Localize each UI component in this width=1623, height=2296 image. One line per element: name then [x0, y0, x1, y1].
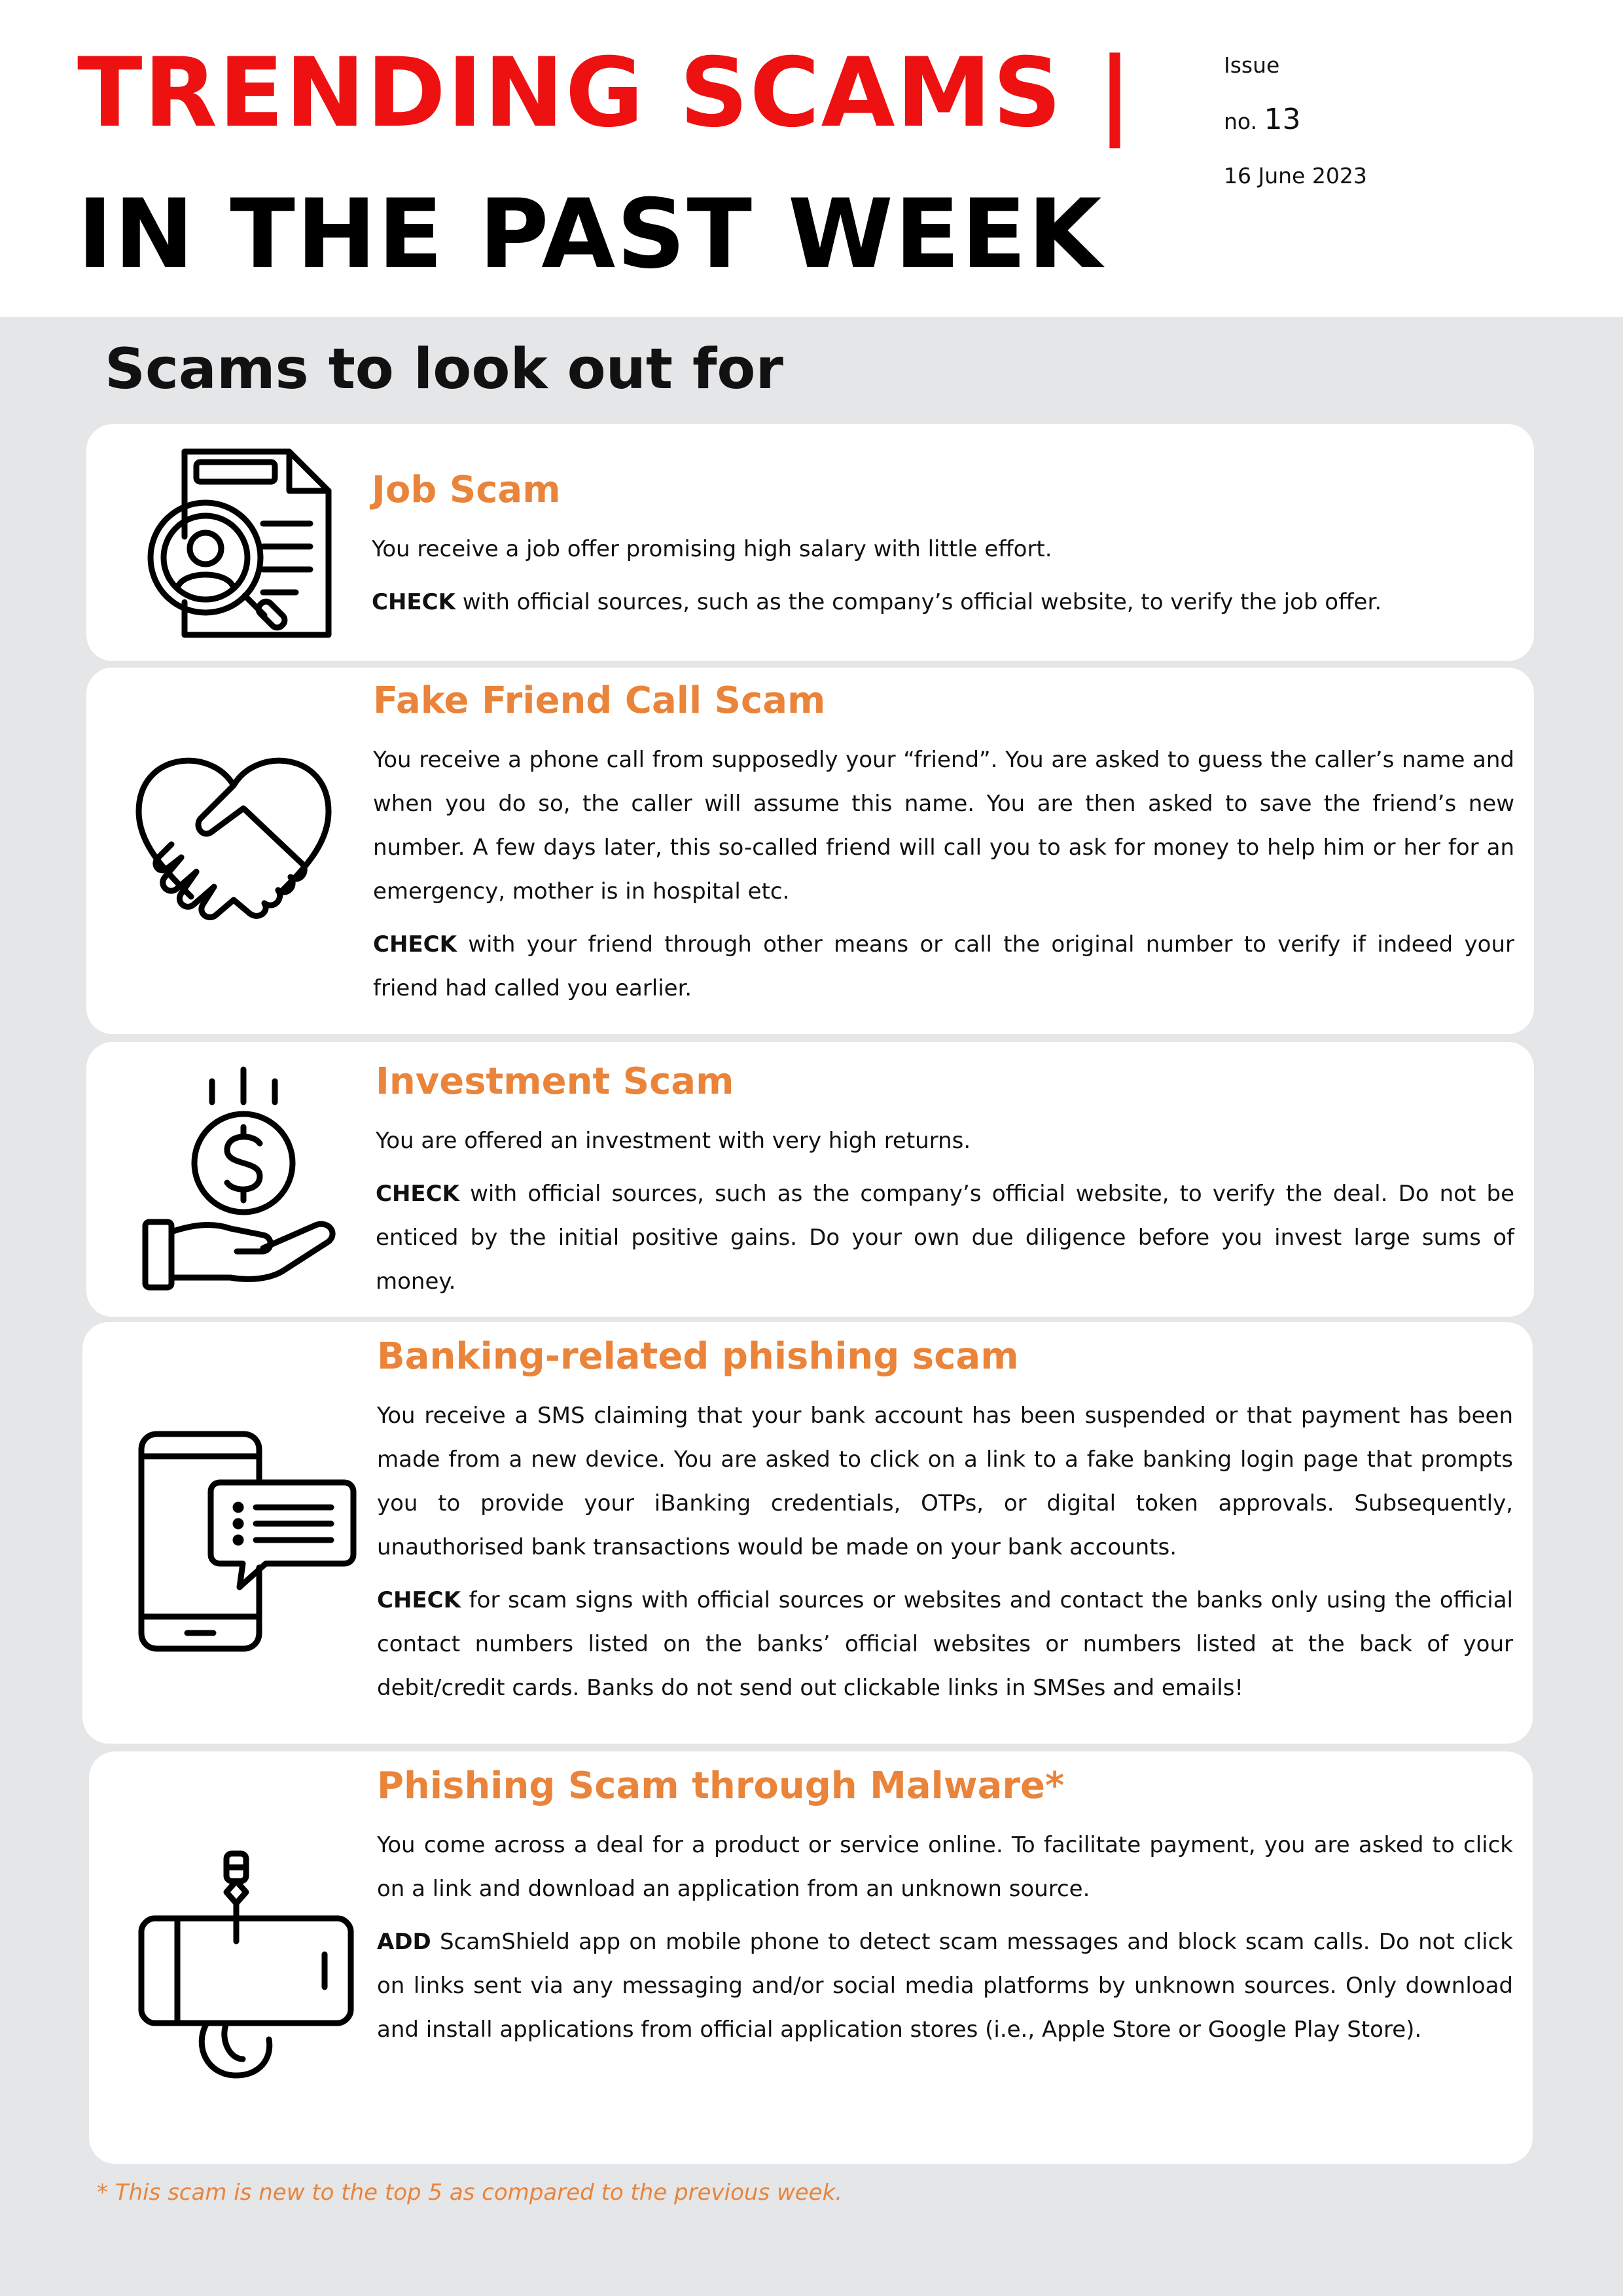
advice-keyword: CHECK — [377, 1587, 461, 1613]
phone-message-icon — [135, 1430, 357, 1653]
scam-card-content — [377, 1758, 1513, 2052]
advice-text: for scam signs with official sources or websites and contact the banks only using the official contact numbers listed on the banks’ official websites or numbers listed at the back of your debit/credit cards. Banks do not send out clickable links in SMSes and emails! — [377, 1587, 1513, 1701]
scam-description: You are offered an investment with very high returns. — [376, 1128, 971, 1154]
scam-title: Phishing Scam through Malware* — [377, 1765, 1065, 1807]
scam-title: Investment Scam — [376, 1060, 734, 1103]
scam-card-content — [377, 1329, 1513, 1710]
advice-text: with official sources, such as the company’s official website, to verify the job offer. — [455, 589, 1382, 615]
advice-text: with your friend through other means or call the original number to verify if indeed your friend had called you earlier. — [373, 931, 1514, 1001]
hand-dollar-coin-icon — [139, 1062, 348, 1297]
scam-title: Banking-related phishing scam — [377, 1335, 1019, 1378]
issue-info — [1224, 47, 1367, 194]
advice-keyword: CHECK — [372, 589, 455, 615]
scam-description: You come across a deal for a product or service online. To facilitate payment, you are asked to click on a link and download an application from an unknown source. — [377, 1832, 1513, 1902]
scam-card-banking-phishing — [82, 1322, 1533, 1744]
scam-advice — [372, 581, 1514, 624]
advice-keyword: CHECK — [373, 931, 457, 958]
advice-keyword: CHECK — [376, 1181, 459, 1207]
title-line-trending-scams: TRENDING SCAMS | — [77, 37, 1134, 149]
scam-card-content — [376, 1054, 1514, 1304]
section-title: Scams to look out for — [105, 336, 783, 402]
issue-number-value: 13 — [1264, 103, 1301, 136]
scam-card-malware-phishing — [89, 1751, 1533, 2164]
title-line-past-week: IN THE PAST WEEK — [77, 179, 1103, 290]
job-search-document-icon — [132, 439, 342, 648]
scam-card-content — [372, 462, 1514, 624]
scam-card-content — [373, 673, 1514, 1011]
scam-description: You receive a job offer promising high salary with little effort. — [372, 536, 1052, 562]
phone-fishing-hook-icon — [128, 1850, 357, 2085]
footnote: * This scam is new to the top 5 as compared to the previous week. — [97, 2179, 843, 2206]
advice-text: ScamShield app on mobile phone to detect scam messages and block scam calls. Do not click on links sent via any messaging and/or social media platforms by unknown sources. Only download and install applications from official application stores (i.e., Apple Store or Google Play Store). — [377, 1929, 1513, 2043]
scam-description: You receive a SMS claiming that your bank account has been suspended or that payment has been made from a new device. You are asked to click on a link to a fake banking login page that prompts you to provide your iBanking credentials, OTPs, or digital token approvals. Subsequently, unauthorised bank transactions would be made on your bank accounts. — [377, 1403, 1513, 1560]
heart-handshake-icon — [119, 733, 348, 962]
scam-advice — [377, 1579, 1513, 1710]
page-header — [0, 0, 1623, 317]
scam-card-job — [86, 424, 1534, 661]
advice-keyword: ADD — [377, 1929, 431, 1955]
scam-title: Fake Friend Call Scam — [373, 679, 826, 722]
scam-title: Job Scam — [372, 469, 561, 511]
scam-card-investment — [86, 1042, 1534, 1317]
scam-advice — [373, 923, 1514, 1011]
advice-text: with official sources, such as the company’s official website, to verify the deal. Do not be enticed by the initial positive gains. Do your own due diligence before you invest large sums of money. — [376, 1181, 1514, 1295]
issue-label: Issue — [1224, 52, 1280, 78]
issue-number — [1224, 97, 1367, 145]
issue-no-prefix: no. — [1224, 109, 1258, 134]
scam-description: You receive a phone call from supposedly your “friend”. You are asked to guess the caller’s name and when you do so, the caller will assume this name. You are then asked to save the friend’s new number. A few days later, this so-called friend will call you to ask for money to help him or her for an emergency, mother is in hospital etc. — [373, 747, 1514, 905]
scam-card-fake-friend — [86, 668, 1534, 1034]
scam-advice — [377, 1920, 1513, 2052]
scam-advice — [376, 1172, 1514, 1304]
issue-date: 16 June 2023 — [1224, 163, 1367, 188]
